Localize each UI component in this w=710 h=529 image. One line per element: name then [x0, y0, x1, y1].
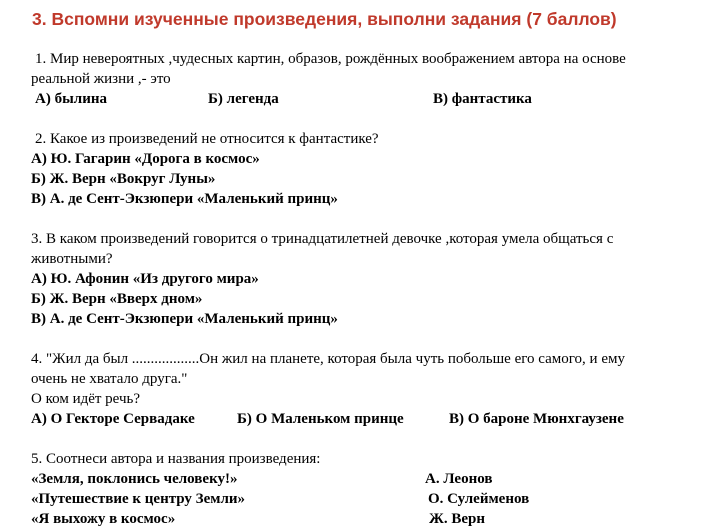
q4-text-line1: 4. "Жил да был ..................Он жил на планете, которая была чуть побольше его самого, и ему	[31, 351, 625, 367]
q1-text-line2: реальной жизни ,- это	[31, 71, 171, 87]
q4-text-line3: О ком идёт речь?	[31, 391, 141, 407]
q3-text-line1: 3. В каком произведений говорится о тринадцатилетней девочке ,которая умела общаться с	[31, 231, 614, 247]
q1-text-line1: 1. Мир невероятных ,чудесных картин, образов, рождённых воображением автора на основе	[35, 51, 626, 67]
q2-text: 2. Какое из произведений не относится к фантастике?	[35, 131, 379, 147]
q2-option-c: В) А. де Сент-Экзюпери «Маленький принц»	[31, 191, 338, 207]
q1-option-a: А) былина	[35, 91, 107, 107]
q5-author-2: О. Сулейменов	[428, 491, 530, 507]
q2-option-a: А) Ю. Гагарин «Дорога в космос»	[31, 151, 260, 167]
q4-option-a: А) О Гекторе Сервадаке	[31, 411, 195, 427]
q5-text: 5. Соотнеси автора и названия произведения:	[31, 451, 321, 467]
q5-work-3: «Я выхожу в космос»	[31, 511, 176, 527]
q2-option-b: Б) Ж. Верн «Вокруг Луны»	[31, 171, 216, 187]
q1-option-c: В) фантастика	[433, 91, 532, 107]
q4-option-c: В) О бароне Мюнхгаузене	[449, 411, 624, 427]
q4-text-line2: очень не хватало друга."	[31, 371, 188, 387]
q3-option-a: А) Ю. Афонин «Из другого мира»	[31, 271, 259, 287]
q3-option-b: Б) Ж. Верн «Вверх дном»	[31, 291, 203, 307]
q1-options	[35, 89, 675, 109]
q4-option-b: Б) О Маленьком принце	[237, 411, 404, 427]
q5-work-2: «Путешествие к центру Земли»	[31, 491, 246, 507]
q5-work-1: «Земля, поклонись человеку!»	[31, 471, 238, 487]
q4-options	[31, 409, 691, 429]
q3-text-line2: животными?	[31, 251, 113, 267]
q5-author-3: Ж. Верн	[429, 511, 485, 527]
q1-option-b: Б) легенда	[208, 91, 279, 107]
q5-author-1: А. Леонов	[425, 471, 493, 487]
task-title: 3. Вспомни изученные произведения, выполни задания (7 баллов)	[32, 9, 617, 29]
q3-option-c: В) А. де Сент-Экзюпери «Маленький принц»	[31, 311, 338, 327]
